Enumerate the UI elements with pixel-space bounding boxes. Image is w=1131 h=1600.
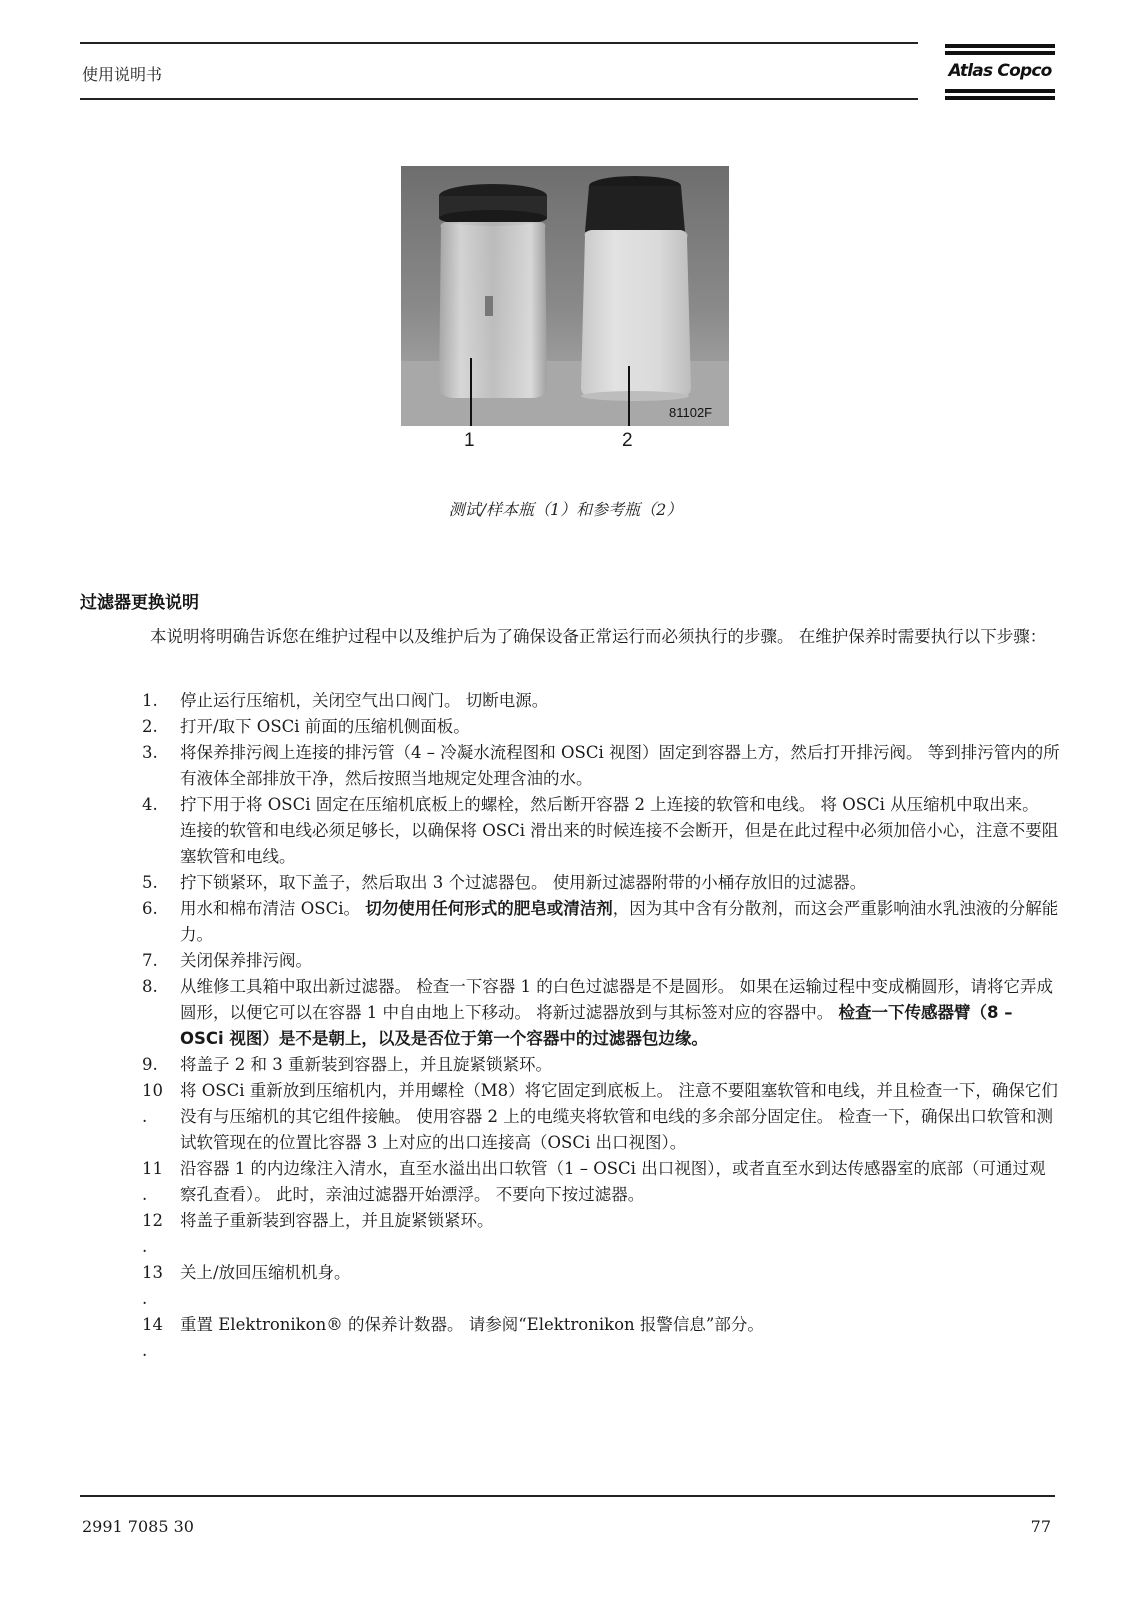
step-number: 12 . bbox=[142, 1211, 163, 1256]
step-number: 3. bbox=[142, 743, 158, 762]
step-text bbox=[180, 896, 1060, 948]
header-rule-top bbox=[80, 42, 918, 44]
step-text-part: ，因为其中含有分散剂，而这会严重影响油水乳浊液的分解能力。 bbox=[180, 899, 1059, 944]
step-text: 打开/取下 OSCi 前面的压缩机侧面板。 bbox=[180, 717, 470, 736]
page-number: 77 bbox=[1030, 1517, 1051, 1536]
step-number: 4. bbox=[142, 795, 158, 814]
figure-caption: 测试/样本瓶（1）和参考瓶（2） bbox=[448, 500, 683, 519]
step-text: 拧下用于将 OSCi 固定在压缩机底板上的螺栓，然后断开容器 2 上连接的软管和电线。 将 OSCi 从压缩机中取出来。 连接的软管和电线必须足够长，以确保将 OSCi 滑出来的时候连接不会断开，但是在此过程中必须加倍小心，注意不要阻塞软管和电线。 bbox=[180, 795, 1059, 866]
step-item bbox=[142, 974, 1062, 1052]
step-item bbox=[142, 714, 1062, 740]
step-number: 7. bbox=[142, 951, 158, 970]
logo-text: Atlas Copco bbox=[948, 61, 1052, 81]
footer-rule bbox=[80, 1495, 1055, 1497]
step-text: 沿容器 1 的内边缘注入清水，直至水溢出出口软管（1 – OSCi 出口视图），或者直至水到达传感器室的底部（可通过观察孔查看）。 此时，亲油过滤器开始漂浮。 不要向下按过滤器。 bbox=[180, 1159, 1046, 1204]
step-item bbox=[142, 1078, 1062, 1156]
reference-bottle bbox=[581, 176, 691, 401]
step-text: 停止运行压缩机，关闭空气出口阀门。 切断电源。 bbox=[180, 691, 549, 710]
step-number: 13 . bbox=[142, 1263, 163, 1308]
bottles-photo bbox=[401, 166, 729, 426]
sample-bottle bbox=[439, 184, 547, 398]
step-item bbox=[142, 688, 1062, 714]
step-text: 关上/放回压缩机机身。 bbox=[180, 1263, 351, 1282]
callout-label-2: 2 bbox=[622, 430, 633, 451]
step-number: 9. bbox=[142, 1055, 158, 1074]
step-text: 关闭保养排污阀。 bbox=[180, 951, 312, 970]
step-text: 拧下锁紧环，取下盖子，然后取出 3 个过滤器包。 使用新过滤器附带的小桶存放旧的过滤器。 bbox=[180, 873, 867, 892]
step-number: 6. bbox=[142, 899, 158, 918]
step-item bbox=[142, 948, 1062, 974]
step-item bbox=[142, 1312, 1062, 1364]
header-rule-bottom bbox=[80, 98, 918, 100]
step-item bbox=[142, 1260, 1062, 1312]
step-text: 重置 Elektronikon® 的保养计数器。 请参阅“Elektronikon 报警信息”部分。 bbox=[180, 1315, 764, 1334]
intro-paragraph: 本说明将明确告诉您在维护过程中以及维护后为了确保设备正常运行而必须执行的步骤。 在维护保养时需要执行以下步骤： bbox=[150, 627, 1047, 646]
section-title: 过滤器更换说明 bbox=[80, 593, 199, 613]
step-text: 将保养排污阀上连接的排污管（4 – 冷凝水流程图和 OSCi 视图）固定到容器上方，然后打开排污阀。 等到排污管内的所有液体全部排放干净，然后按照当地规定处理含油的水。 bbox=[180, 743, 1060, 788]
step-text-part: 用水和棉布清洁 OSCi。 bbox=[180, 899, 366, 918]
step-number: 8. bbox=[142, 977, 158, 996]
step-number: 14 . bbox=[142, 1315, 163, 1360]
step-list bbox=[142, 688, 1062, 1364]
warning-text: 切勿使用任何形式的肥皂或清洁剂 bbox=[365, 899, 613, 918]
step-item bbox=[142, 1156, 1062, 1208]
step-item bbox=[142, 792, 1062, 870]
step-number: 11 . bbox=[142, 1159, 163, 1204]
emphasis-text: 检查一下传感器臂（8 – OSCi 视图）是不是朝上，以及是否位于第一个容器中的过滤器包边缘。 bbox=[180, 1003, 1013, 1048]
document-title: 使用说明书 bbox=[82, 65, 163, 84]
step-text bbox=[180, 974, 1060, 1052]
atlas-copco-logo bbox=[945, 44, 1055, 100]
step-item bbox=[142, 1052, 1062, 1078]
step-item bbox=[142, 1208, 1062, 1260]
figure-code: 81102F bbox=[669, 405, 713, 420]
step-text: 将盖子重新装到容器上，并且旋紧锁紧环。 bbox=[180, 1211, 494, 1230]
step-number: 2. bbox=[142, 717, 158, 736]
step-number: 10 . bbox=[142, 1081, 163, 1126]
step-number: 1. bbox=[142, 691, 158, 710]
step-item bbox=[142, 870, 1062, 896]
step-item bbox=[142, 896, 1062, 948]
step-text-part: 从维修工具箱中取出新过滤器。 检查一下容器 1 的白色过滤器是不是圆形。 如果在运输过程中变成椭圆形，请将它弄成圆形，以便它可以在容器 1 中自由地上下移动。 将新过滤器放到与其标签对应的容器中。 bbox=[180, 977, 1053, 1022]
callout-label-1: 1 bbox=[464, 430, 475, 451]
step-text: 将盖子 2 和 3 重新装到容器上，并且旋紧锁紧环。 bbox=[180, 1055, 552, 1074]
document-number: 2991 7085 30 bbox=[82, 1517, 194, 1536]
step-number: 5. bbox=[142, 873, 158, 892]
step-text: 将 OSCi 重新放到压缩机内，并用螺栓（M8）将它固定到底板上。 注意不要阻塞软管和电线，并且检查一下，确保它们没有与压缩机的其它组件接触。 使用容器 2 上的电缆夹将软管和电线的多余部分固定住。 检查一下，确保出口软管和测试软管现在的位置比容器 3 上对应的出口连接高（OSCi 出口视图）。 bbox=[180, 1081, 1058, 1152]
step-item bbox=[142, 740, 1062, 792]
